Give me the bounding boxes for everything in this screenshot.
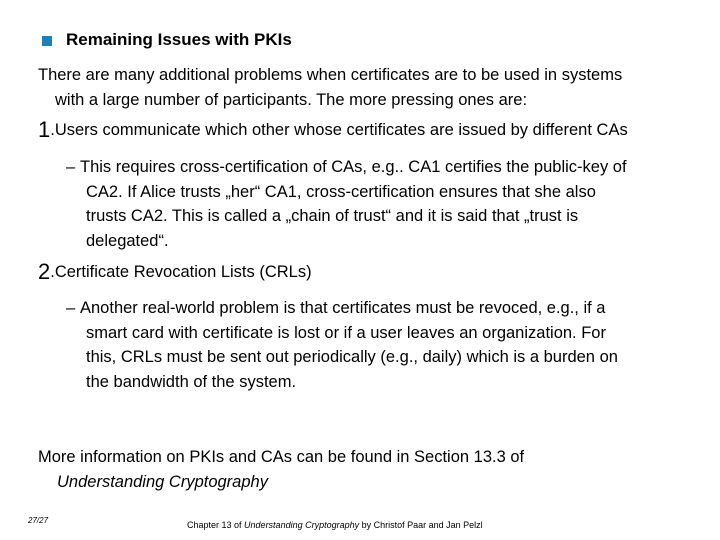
item-2-heading (38, 260, 312, 285)
item-2-sub-line: the bandwidth of the system. (86, 372, 297, 391)
intro-paragraph (38, 63, 622, 112)
item-1-sub-line: CA2. If Alice trusts „her“ CA1, cross-certification ensures that she also (86, 182, 596, 201)
footer-book: Understanding Cryptography (244, 520, 360, 530)
dash-bullet-icon: – (66, 299, 76, 317)
item-1-number: 1 (38, 117, 51, 142)
item-1-heading-text: .Users communicate which other whose certificates are issued by different CAs (50, 121, 628, 139)
item-1-sub-line: delegated“. (86, 231, 169, 250)
item-1-heading (38, 118, 628, 143)
item-2-number: 2 (38, 259, 51, 284)
square-bullet-icon (42, 36, 52, 46)
item-2-sub-line: Another real-world problem is that certificates must be revoced, e.g., if a (80, 299, 606, 317)
page-number: 27/27 (28, 516, 49, 525)
footer-pre: Chapter 13 of (187, 520, 245, 530)
item-2-heading-text: .Certificate Revocation Lists (CRLs) (50, 263, 312, 281)
intro-line-1: There are many additional problems when certificates are to be used in systems (38, 66, 623, 84)
title-row (42, 30, 292, 50)
item-2-sub-line: this, CRLs must be sent out periodically (e.g., daily) which is a burden on (86, 348, 618, 366)
slide-title: Remaining Issues with PKIs (66, 30, 292, 49)
item-1-sub-line: trusts CA2. This is called a „chain of trust“ and it is said that „trust is (86, 207, 579, 225)
dash-bullet-icon: – (66, 158, 76, 176)
item-1-sub-line: This requires cross-certification of CAs, e.g.. CA1 certifies the public-key of (80, 158, 627, 176)
more-info-line-1: More information on PKIs and CAs can be found in Section 13.3 of (38, 448, 525, 466)
item-2-subpoint (66, 296, 618, 394)
item-1-subpoint (66, 155, 627, 253)
item-2-sub-line: smart card with certificate is lost or if a user leaves an organization. For (86, 323, 606, 342)
more-info-paragraph (38, 445, 524, 494)
intro-line-2: with a large number of participants. The more pressing ones are: (55, 90, 528, 109)
footer-citation (187, 520, 483, 530)
footer-post: by Christof Paar and Jan Pelzl (359, 520, 483, 530)
more-info-book-title: Understanding Cryptography (57, 472, 268, 491)
